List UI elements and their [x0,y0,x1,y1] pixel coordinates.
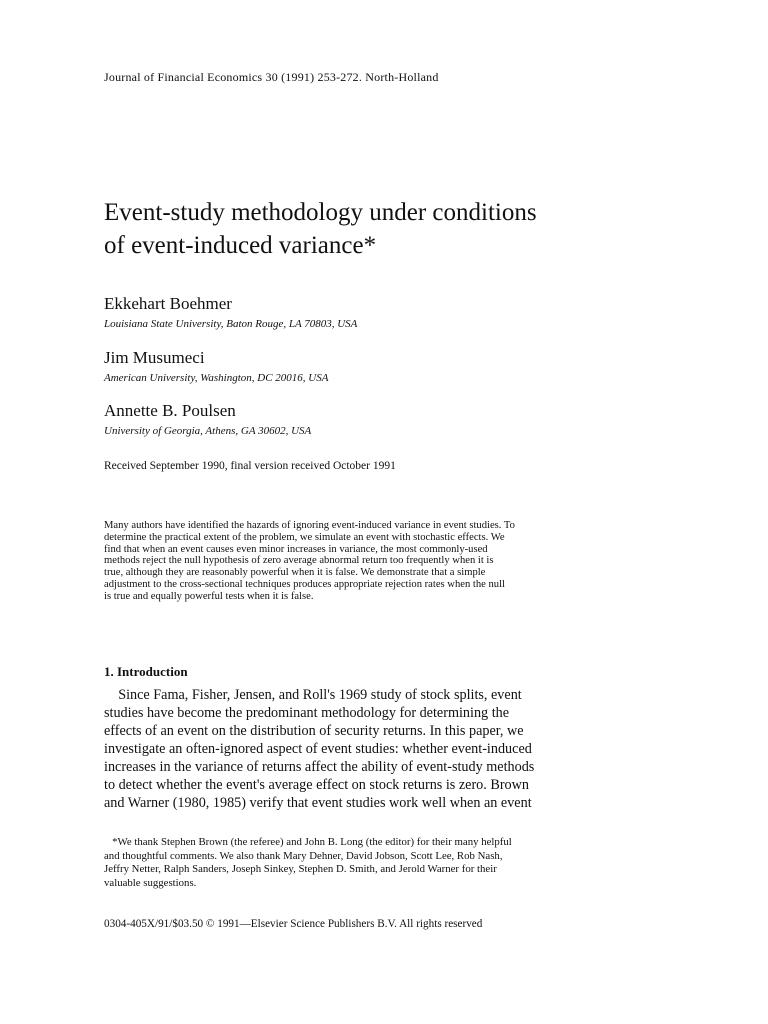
author-block [104,401,311,438]
author-affiliation: American University, Washington, DC 20016, USA [104,372,329,384]
section-heading-introduction: 1. Introduction [104,664,188,679]
intro-line: increases in the variance of returns affect the ability of event-study methods [104,759,535,775]
footnote-line: and thoughtful comments. We also thank Mary Dehner, David Jobson, Scott Lee, Rob Nash, [104,849,503,862]
introduction-paragraph [104,686,664,812]
received-dates: Received September 1990, final version received October 1991 [104,460,396,472]
abstract-line: adjustment to the cross-sectional techniques produces appropriate rejection rates when the null [104,578,505,590]
footnote-line: *We thank Stephen Brown (the referee) and John B. Long (the editor) for their many helpful [104,836,512,848]
intro-line: and Warner (1980, 1985) verify that event studies work well when an event [104,795,532,811]
title-line: of event-induced variance* [104,232,377,259]
abstract-line: Many authors have identified the hazards of ignoring event-induced variance in event studies. To [104,520,515,531]
author-block [104,348,328,385]
intro-line: to detect whether the event's average effect on stock returns is zero. Brown [104,777,529,793]
author-block [104,294,357,331]
footnote-line: valuable suggestions. [104,876,197,889]
intro-line: investigate an often-ignored aspect of event studies: whether event-induced [104,741,532,757]
author-name: Annette B. Poulsen [104,401,236,420]
author-affiliation: Louisiana State University, Baton Rouge, LA 70803, USA [104,318,358,330]
author-name: Ekkehart Boehmer [104,294,232,313]
title-line: Event-study methodology under conditions [104,199,537,226]
abstract-line: is true and equally powerful tests when it is false. [104,590,314,602]
footnote-line: Jeffry Netter, Ralph Sanders, Joseph Sinkey, Stephen D. Smith, and Jerold Warner for their [104,863,497,876]
abstract-line: methods reject the null hypothesis of zero average abnormal return too frequently when it is [104,555,494,567]
intro-line: effects of an event on the distribution of security returns. In this paper, we [104,723,524,739]
journal-citation: Journal of Financial Economics 30 (1991) 253-272. North-Holland [104,70,439,84]
author-affiliation: University of Georgia, Athens, GA 30602, USA [104,425,312,437]
abstract-line: find that when an event causes even minor increases in variance, the most commonly-used [104,543,488,555]
abstract-line: determine the practical extent of the problem, we simulate an event with stochastic effects. We [104,531,505,543]
copyright-line: 0304-405X/91/$03.50 © 1991—Elsevier Science Publishers B.V. All rights reserved [104,918,483,930]
intro-line: studies have become the predominant methodology for determining the [104,705,510,721]
paper-title [104,196,684,262]
author-name: Jim Musumeci [104,348,205,367]
abstract-line: true, although they are reasonably powerful when it is false. We demonstrate that a simple [104,567,486,579]
intro-line: Since Fama, Fisher, Jensen, and Roll's 1969 study of stock splits, event [104,687,522,703]
abstract [104,520,660,603]
footnote-acknowledgments [104,836,664,890]
